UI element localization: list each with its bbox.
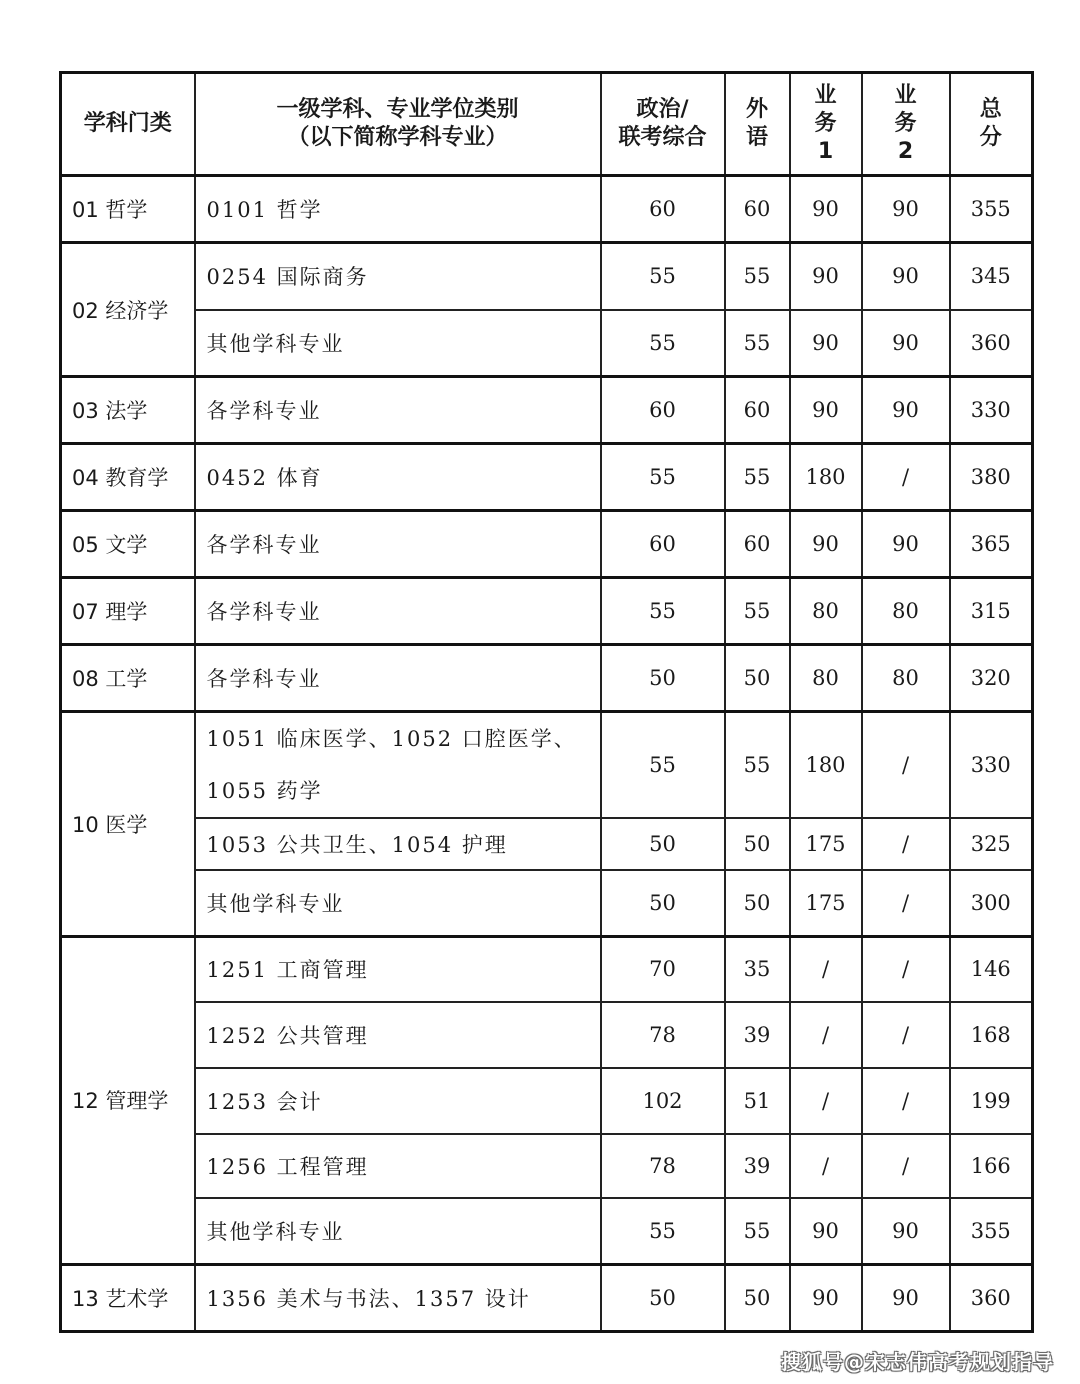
total-score-cell: 315 [950, 578, 1033, 645]
score-table [59, 71, 1034, 1333]
subject-cell: 各学科专业 [195, 645, 601, 712]
table-header [61, 73, 1033, 176]
table-body [61, 176, 1033, 1332]
table-row [61, 511, 1033, 578]
major1-score-cell: 90 [790, 243, 862, 310]
total-score-cell: 168 [950, 1002, 1033, 1068]
total-score-cell: 330 [950, 377, 1033, 444]
total-score-cell: 320 [950, 645, 1033, 712]
subject-cell: 各学科专业 [195, 511, 601, 578]
table-row [61, 444, 1033, 511]
major2-score-cell: 90 [862, 1198, 950, 1264]
subject-cell: 各学科专业 [195, 578, 601, 645]
foreign-score-cell: 35 [725, 936, 790, 1002]
table-row [61, 1264, 1033, 1331]
major2-score-cell: 90 [862, 377, 950, 444]
politics-score-cell: 55 [601, 712, 725, 819]
politics-score-cell: 55 [601, 243, 725, 310]
subject-cell: 各学科专业 [195, 377, 601, 444]
table-row [61, 818, 1033, 870]
major2-score-cell: 80 [862, 578, 950, 645]
major2-score-cell: / [862, 818, 950, 870]
category-cell: 08 工学 [61, 645, 195, 712]
subject-cell: 1251 工商管理 [195, 936, 601, 1002]
category-cell: 05 文学 [61, 511, 195, 578]
header-category: 学科门类 [61, 73, 195, 176]
category-cell: 12 管理学 [61, 936, 195, 1264]
subject-cell: 0254 国际商务 [195, 243, 601, 310]
header-subject-line1: 一级学科、专业学位类别 [276, 97, 519, 122]
major1-score-cell: 175 [790, 870, 862, 936]
header-subject-line2: （以下简称学科专业） [287, 125, 508, 150]
header-subject [195, 73, 601, 176]
total-score-cell: 300 [950, 870, 1033, 936]
subject-cell: 其他学科专业 [195, 1198, 601, 1264]
politics-score-cell: 50 [601, 818, 725, 870]
major1-score-cell: / [790, 1134, 862, 1198]
table-row [61, 377, 1033, 444]
major2-score-cell: 90 [862, 176, 950, 243]
category-cell: 03 法学 [61, 377, 195, 444]
foreign-score-cell: 60 [725, 176, 790, 243]
total-score-cell: 325 [950, 818, 1033, 870]
foreign-score-cell: 55 [725, 444, 790, 511]
major2-score-cell: / [862, 444, 950, 511]
table-row [61, 936, 1033, 1002]
foreign-score-cell: 50 [725, 870, 790, 936]
major2-score-cell: / [862, 936, 950, 1002]
subject-cell: 0101 哲学 [195, 176, 601, 243]
subject-cell: 1256 工程管理 [195, 1134, 601, 1198]
politics-score-cell: 50 [601, 1264, 725, 1331]
category-cell: 13 艺术学 [61, 1264, 195, 1331]
total-score-cell: 355 [950, 176, 1033, 243]
subject-cell: 1051 临床医学、1052 口腔医学、1055 药学 [195, 712, 601, 819]
total-score-cell: 345 [950, 243, 1033, 310]
politics-score-cell: 55 [601, 578, 725, 645]
major1-score-cell: 80 [790, 578, 862, 645]
politics-score-cell: 78 [601, 1134, 725, 1198]
major1-score-cell: 90 [790, 377, 862, 444]
politics-score-cell: 50 [601, 645, 725, 712]
major1-score-cell: 90 [790, 176, 862, 243]
major2-score-cell: 90 [862, 1264, 950, 1331]
header-row [61, 73, 1033, 176]
major2-score-cell: / [862, 870, 950, 936]
header-total: 总 分 [950, 73, 1033, 176]
foreign-score-cell: 39 [725, 1134, 790, 1198]
foreign-score-cell: 50 [725, 818, 790, 870]
header-politics-line1: 政治/ [636, 97, 689, 122]
table-row [61, 578, 1033, 645]
table-row [61, 645, 1033, 712]
foreign-score-cell: 50 [725, 645, 790, 712]
table-row [61, 870, 1033, 936]
foreign-score-cell: 55 [725, 578, 790, 645]
total-score-cell: 166 [950, 1134, 1033, 1198]
subject-cell: 1252 公共管理 [195, 1002, 601, 1068]
category-cell: 10 医学 [61, 712, 195, 937]
major1-score-cell: 90 [790, 310, 862, 377]
header-foreign: 外 语 [725, 73, 790, 176]
table-row [61, 243, 1033, 310]
table-row [61, 1134, 1033, 1198]
major2-score-cell: / [862, 712, 950, 819]
table-row [61, 712, 1033, 819]
header-politics-line2: 联考综合 [618, 125, 707, 150]
major1-score-cell: 175 [790, 818, 862, 870]
header-major1: 业 务 1 [790, 73, 862, 176]
politics-score-cell: 60 [601, 176, 725, 243]
major1-score-cell: / [790, 936, 862, 1002]
header-politics [601, 73, 725, 176]
watermark: 搜狐号@宋志伟高考规划指导 [781, 1350, 1054, 1374]
header-major2: 业 务 2 [862, 73, 950, 176]
subject-cell: 其他学科专业 [195, 310, 601, 377]
table-row [61, 1198, 1033, 1264]
category-cell: 01 哲学 [61, 176, 195, 243]
major1-score-cell: 90 [790, 1264, 862, 1331]
subject-cell: 1356 美术与书法、1357 设计 [195, 1264, 601, 1331]
foreign-score-cell: 55 [725, 1198, 790, 1264]
table-row [61, 310, 1033, 377]
foreign-score-cell: 50 [725, 1264, 790, 1331]
table-row [61, 1002, 1033, 1068]
politics-score-cell: 78 [601, 1002, 725, 1068]
politics-score-cell: 70 [601, 936, 725, 1002]
major2-score-cell: / [862, 1068, 950, 1134]
politics-score-cell: 60 [601, 511, 725, 578]
foreign-score-cell: 55 [725, 712, 790, 819]
major2-score-cell: 80 [862, 645, 950, 712]
politics-score-cell: 55 [601, 1198, 725, 1264]
subject-cell: 其他学科专业 [195, 870, 601, 936]
total-score-cell: 330 [950, 712, 1033, 819]
politics-score-cell: 50 [601, 870, 725, 936]
politics-score-cell: 102 [601, 1068, 725, 1134]
category-cell: 07 理学 [61, 578, 195, 645]
foreign-score-cell: 55 [725, 310, 790, 377]
subject-cell: 1253 会计 [195, 1068, 601, 1134]
foreign-score-cell: 55 [725, 243, 790, 310]
subject-cell: 0452 体育 [195, 444, 601, 511]
category-cell: 04 教育学 [61, 444, 195, 511]
total-score-cell: 360 [950, 310, 1033, 377]
foreign-score-cell: 60 [725, 511, 790, 578]
major2-score-cell: 90 [862, 511, 950, 578]
major2-score-cell: / [862, 1134, 950, 1198]
foreign-score-cell: 39 [725, 1002, 790, 1068]
major2-score-cell: 90 [862, 310, 950, 377]
major1-score-cell: 90 [790, 1198, 862, 1264]
foreign-score-cell: 60 [725, 377, 790, 444]
major1-score-cell: / [790, 1002, 862, 1068]
table-row [61, 176, 1033, 243]
total-score-cell: 199 [950, 1068, 1033, 1134]
politics-score-cell: 55 [601, 444, 725, 511]
foreign-score-cell: 51 [725, 1068, 790, 1134]
politics-score-cell: 60 [601, 377, 725, 444]
major1-score-cell: 180 [790, 712, 862, 819]
subject-cell: 1053 公共卫生、1054 护理 [195, 818, 601, 870]
category-cell: 02 经济学 [61, 243, 195, 377]
major1-score-cell: 90 [790, 511, 862, 578]
total-score-cell: 146 [950, 936, 1033, 1002]
major2-score-cell: 90 [862, 243, 950, 310]
table-row [61, 1068, 1033, 1134]
major1-score-cell: 80 [790, 645, 862, 712]
major2-score-cell: / [862, 1002, 950, 1068]
major1-score-cell: / [790, 1068, 862, 1134]
politics-score-cell: 55 [601, 310, 725, 377]
major1-score-cell: 180 [790, 444, 862, 511]
total-score-cell: 365 [950, 511, 1033, 578]
total-score-cell: 360 [950, 1264, 1033, 1331]
total-score-cell: 355 [950, 1198, 1033, 1264]
total-score-cell: 380 [950, 444, 1033, 511]
